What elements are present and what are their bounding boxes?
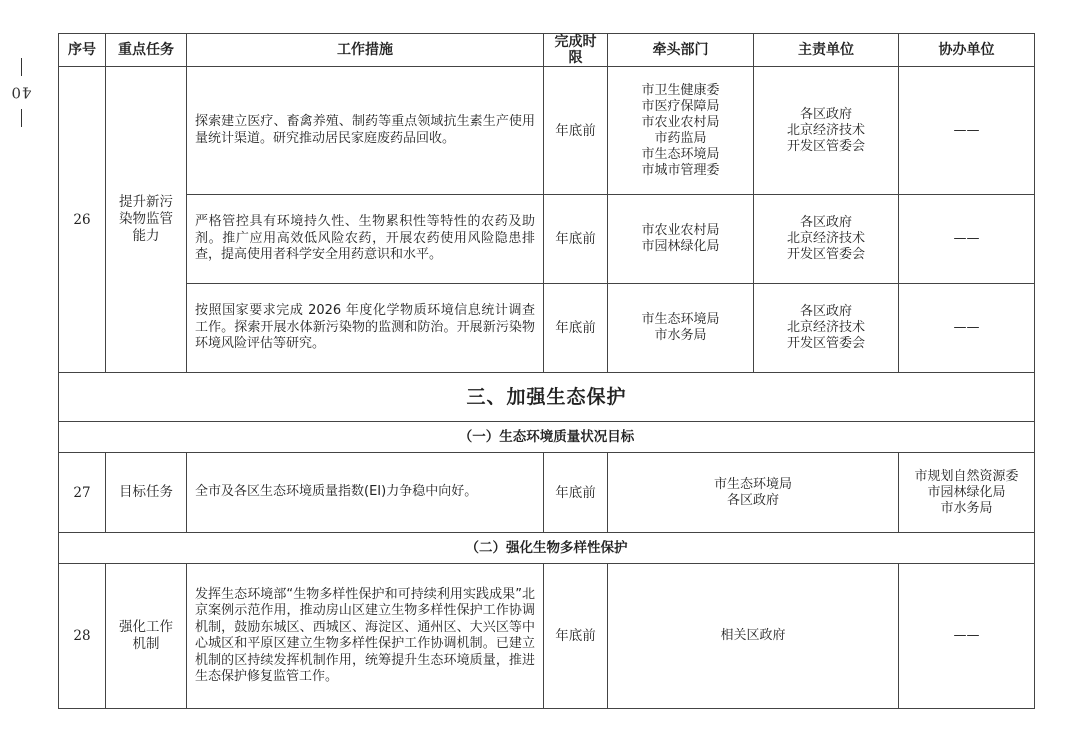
table-row <box>59 564 1035 709</box>
task-table <box>58 33 1035 709</box>
header-main: 主责单位 <box>754 34 899 67</box>
lead-dept: 市农业农村局 <box>641 114 720 130</box>
row26-sub1-deadline: 年底前 <box>544 67 608 195</box>
row26-no: 26 <box>59 67 106 373</box>
subsection-title: （二）强化生物多样性保护 <box>59 533 1035 564</box>
row28-assist: —— <box>899 564 1035 709</box>
main-unit: 开发区管委会 <box>786 247 865 262</box>
header-measure: 工作措施 <box>187 34 544 67</box>
page-number-text: 40 <box>10 83 32 102</box>
row28-task-line: 强化工作 <box>119 619 173 635</box>
row28-no: 28 <box>59 564 106 709</box>
header-task: 重点任务 <box>106 34 187 67</box>
table-row <box>59 453 1035 533</box>
page-number <box>8 58 34 127</box>
row26-sub2-measure: 严格管控具有环境持久性、生物累积性等特性的农药及助剂。推广应用高效低风险农药，开展农药使用风险隐患排查，提高使用者科学安全用药意识和水平。 <box>187 195 544 284</box>
lead-dept: 各区政府 <box>726 492 779 508</box>
row26-sub2-deadline: 年底前 <box>544 195 608 284</box>
main-unit: 北京经济技术 <box>786 320 865 335</box>
subsection-title: （一）生态环境质量状况目标 <box>59 422 1035 453</box>
main-unit: 各区政府 <box>799 106 852 122</box>
row27-task: 目标任务 <box>106 453 187 533</box>
page-number-dash-top <box>21 58 22 76</box>
header-lead: 牵头部门 <box>608 34 754 67</box>
section-title: 三、加强生态保护 <box>59 373 1035 422</box>
row27-no: 27 <box>59 453 106 533</box>
header-deadline: 完成时限 <box>544 34 608 67</box>
main-unit: 北京经济技术 <box>786 231 865 246</box>
lead-dept: 市药监局 <box>654 130 707 146</box>
row26-sub3-assist: —— <box>899 284 1035 373</box>
row28-measure: 发挥生态环境部“生物多样性保护和可持续利用实践成果”北京案例示范作用，推动房山区建立生物多样性保护工作协调机制，鼓励东城区、西城区、海淀区、通州区、大兴区等中心城区和平原区建立生物多样性保护工作协调机制。已建立机制的区持续发挥机制作用，统筹提升生态环境质量，推进生态保护修复监管工作。 <box>187 564 544 709</box>
table-row <box>59 284 1035 373</box>
row26-sub3-measure: 按照国家要求完成 2026 年度化学物质环境信息统计调查工作。探索开展水体新污染物的监测和防治。开展新污染物环境风险评估等研究。 <box>187 284 544 373</box>
assist-unit: 市规划自然资源委 <box>914 468 1019 484</box>
row27-lead-main <box>608 453 899 533</box>
lead-dept: 市生态环境局 <box>641 146 720 162</box>
row28-deadline: 年底前 <box>544 564 608 709</box>
assist-unit: 市水务局 <box>940 500 993 516</box>
row26-task <box>106 67 187 373</box>
section-row <box>59 373 1035 422</box>
main-unit: 开发区管委会 <box>786 336 865 351</box>
lead-dept: 市生态环境局 <box>713 476 792 492</box>
main-unit: 开发区管委会 <box>786 138 865 154</box>
lead-dept: 市水务局 <box>654 328 707 343</box>
lead-dept: 市医疗保障局 <box>641 98 720 114</box>
row27-measure: 全市及各区生态环境质量指数(EI)力争稳中向好。 <box>187 453 544 533</box>
row26-sub1-assist: —— <box>899 67 1035 195</box>
page-number-dash-bottom <box>21 109 22 127</box>
row26-sub3-lead <box>608 284 754 373</box>
lead-dept: 市生态环境局 <box>641 312 720 327</box>
subsection-row <box>59 422 1035 453</box>
row26-sub1-main <box>754 67 899 195</box>
row28-task-line: 机制 <box>132 636 160 652</box>
table-header-row <box>59 34 1035 67</box>
lead-dept: 市卫生健康委 <box>641 82 720 98</box>
lead-dept: 市农业农村局 <box>641 223 720 238</box>
subsection-row <box>59 533 1035 564</box>
header-assist: 协办单位 <box>899 34 1035 67</box>
lead-dept: 市城市管理委 <box>641 162 720 178</box>
row28-lead-main: 相关区政府 <box>608 564 899 709</box>
row27-deadline: 年底前 <box>544 453 608 533</box>
assist-unit: 市园林绿化局 <box>927 484 1006 500</box>
lead-dept: 市园林绿化局 <box>641 239 720 254</box>
row26-sub3-deadline: 年底前 <box>544 284 608 373</box>
row28-task <box>106 564 187 709</box>
row26-task-line: 染物监管 <box>119 211 173 227</box>
row26-sub2-main <box>754 195 899 284</box>
row26-task-line: 提升新污 <box>119 194 173 210</box>
row26-sub1-measure: 探索建立医疗、畜禽养殖、制药等重点领域抗生素生产使用量统计渠道。研究推动居民家庭废药品回收。 <box>187 67 544 195</box>
row27-assist <box>899 453 1035 533</box>
header-no: 序号 <box>59 34 106 67</box>
main-unit: 北京经济技术 <box>786 122 865 138</box>
row26-task-line: 能力 <box>132 228 160 244</box>
row26-sub2-lead <box>608 195 754 284</box>
row26-sub1-lead <box>608 67 754 195</box>
main-unit: 各区政府 <box>799 304 852 319</box>
table-row <box>59 67 1035 195</box>
table-row <box>59 195 1035 284</box>
row26-sub2-assist: —— <box>899 195 1035 284</box>
row26-sub3-main <box>754 284 899 373</box>
main-unit: 各区政府 <box>799 215 852 230</box>
